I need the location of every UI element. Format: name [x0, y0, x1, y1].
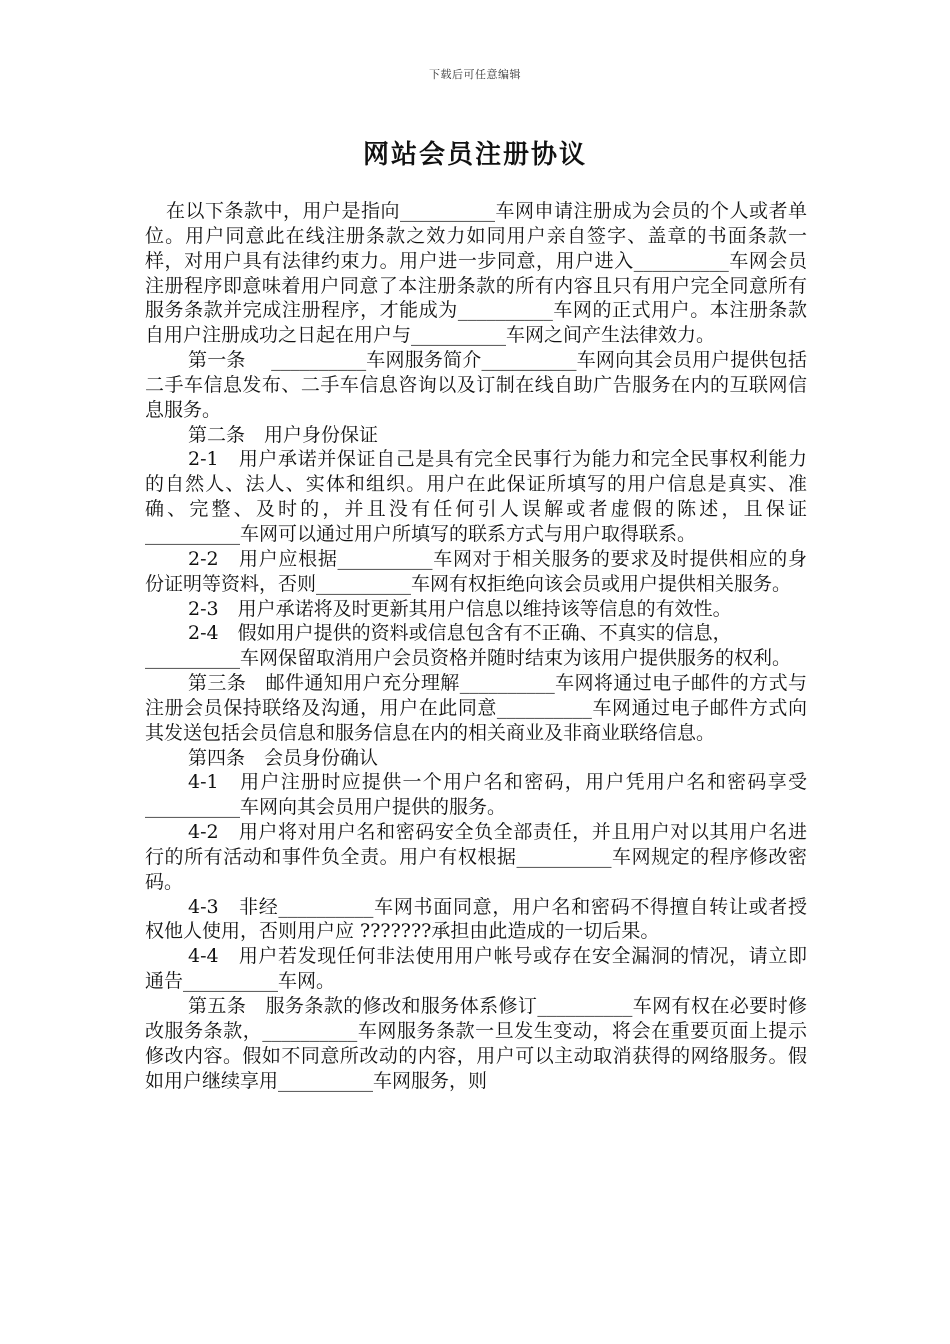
paragraph-article-1: 第一条 __________车网服务简介__________车网向其会员用户提供包括二手车信息发布、二手车信息咨询以及订制在线自助广告服务在内的互联网信息服务。 [145, 349, 807, 421]
paragraph-clause-2-1: 2-1 用户承诺并保证自己是具有完全民事行为能力和完全民事权利能力的自然人、法人、实体和组织。用户在此保证所填写的用户信息是真实、准确、完整、及时的，并且没有任何引人误解或者虚假的陈述，且保证__________车网可以通过用户所填写的联系方式与用户取得联系。 [145, 448, 807, 545]
paragraph-clause-2-2: 2-2 用户应根据__________车网对于相关服务的要求及时提供相应的身份证明等资料，否则__________车网有权拒绝向该会员或用户提供相关服务。 [145, 547, 807, 595]
paragraph-clause-4-4: 4-4 用户若发现任何非法使用用户帐号或存在安全漏洞的情况，请立即通告__________车网。 [145, 945, 807, 993]
header-note: 下载后可任意编辑 [429, 68, 521, 81]
paragraph-article-5: 第五条 服务条款的修改和服务体系修订__________车网有权在必要时修改服务条款，__________车网服务条款一旦发生变动，将会在重要页面上提示修改内容。假如不同意所改动的内容，用户可以主动取消获得的网络服务。假如用户继续享用__________车网服务，则 [145, 995, 807, 1092]
paragraph-article-2-heading: 第二条 用户身份保证 [188, 423, 379, 446]
paragraph-clause-4-3: 4-3 非经__________车网书面同意，用户名和密码不得擅自转让或者授权他人使用，否则用户应 ???????承担由此造成的一切后果。 [145, 895, 807, 943]
paragraph-clause-2-3: 2-3 用户承诺将及时更新其用户信息以维持该等信息的有效性。 [188, 597, 732, 620]
paragraph-intro: 在以下条款中，用户是指向__________车网申请注册成为会员的个人或者单位。用户同意此在线注册条款之效力如同用户亲自签字、盖章的书面条款一样，对用户具有法律约束力。用户进一步同意，用户进入__________车网会员注册程序即意味着用户同意了本注册条款的所有内容且只有用户完全同意所有服务条款并完成注册程序，才能成为__________车网的正式用户。本注册条款自用户注册成功之日起在用户与__________车网之间产生法律效力。 [145, 200, 807, 347]
paragraph-clause-2-4: 2-4 假如用户提供的资料或信息包含有不正确、不真实的信息， [188, 622, 732, 645]
paragraph-clause-4-1: 4-1 用户注册时应提供一个用户名和密码，用户凭用户名和密码享受__________车网向其会员用户提供的服务。 [145, 771, 807, 819]
page-title: 网站会员注册协议 [362, 140, 587, 170]
paragraph-clause-2-4-continued: __________车网保留取消用户会员资格并随时结束为该用户提供服务的权利。 [145, 647, 792, 670]
paragraph-article-3: 第三条 邮件通知用户充分理解__________车网将通过电子邮件的方式与注册会员保持联络及沟通，用户在此同意__________车网通过电子邮件方式向其发送包括会员信息和服务信息在内的相关商业及非商业联络信息。 [145, 672, 807, 744]
paragraph-clause-4-2: 4-2 用户将对用户名和密码安全负全部责任，并且用户对以其用户名进行的所有活动和事件负全责。用户有权根据__________车网规定的程序修改密码。 [145, 821, 807, 893]
paragraph-article-4-heading: 第四条 会员身份确认 [188, 746, 379, 769]
agreement-body [145, 199, 807, 1093]
